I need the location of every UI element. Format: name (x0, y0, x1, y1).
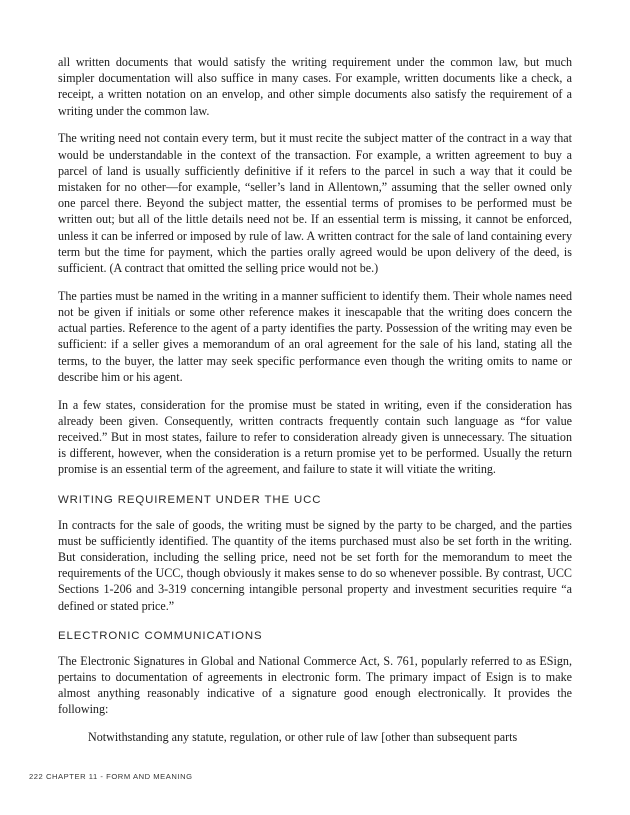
section-heading-ucc: WRITING REQUIREMENT UNDER THE UCC (58, 493, 322, 506)
body-paragraph: The parties must be named in the writing in a manner sufficient to identify them. Their whole names need not be given if initials or some other reference makes it inescapable that the writing does concern the actual parties. Reference to the agent of a party identifies the party. Possession of the writing may even be sufficient: if a seller gives a memorandum of an oral agreement for the sale of his land, stating all the terms, to the buyer, the latter may seek specific performance even though the writing omits to name or describe him or his agent. (58, 288, 572, 384)
page-body (58, 54, 572, 745)
body-paragraph: all written documents that would satisfy the writing requirement under the common law, but much simpler documentation will also suffice in many cases. For example, written documents like a check, a receipt, a written notation on an envelop, and other simple documents also satisfy the requirement of a writing under the common law. (58, 55, 572, 118)
block-quote: Notwithstanding any statute, regulation, or other rule of law [other than subsequent parts (88, 730, 518, 745)
section-heading-electronic: ELECTRONIC COMMUNICATIONS (58, 629, 263, 642)
body-paragraph: In contracts for the sale of goods, the writing must be signed by the party to be charged, and the parties must be sufficiently identified. The quantity of the items purchased must also be set forth in the writing. But consideration, including the selling price, need not be set forth for the memorandum to meet the requirements of the UCC, though obviously it makes sense to do so whenever possible. By contrast, UCC Sections 1-206 and 3-319 concerning intangible personal property and investment securities require “a defined or stated price.” (58, 517, 572, 613)
body-paragraph: The Electronic Signatures in Global and National Commerce Act, S. 761, popularly referred to as ESign, pertains to documentation of agreements in electronic form. The primary impact of Esign is to make almost anything reasonably indicative of a signature good enough electronically. It provides the following: (58, 653, 572, 717)
body-paragraph: In a few states, consideration for the promise must be stated in writing, even if the consideration has already been given. Consequently, written contracts frequently contain such language as “for value received.” But in most states, failure to refer to consideration already given is unnecessary. The situation is different, however, when the consideration is a return promise yet to be performed. Usually the return promise is an essential term of the agreement, and failure to state it will vitiate the writing. (58, 397, 572, 477)
page-footer: 222 CHAPTER 11 - FORM AND MEANING (29, 772, 193, 781)
body-paragraph: The writing need not contain every term, but it must recite the subject matter of the contract in a way that would be understandable in the context of the transaction. For example, a written agreement to buy a parcel of land is usually sufficiently definitive if it refers to the parcel in such a way that it could be mistaken for no other—for example, “seller’s land in Allentown,” assuming that the seller owned only one parcel there. Beyond the subject matter, the essential terms of promises to be performed must be written out; but all of the little details need not be. If an essential term is missing, it cannot be enforced, unless it can be inferred or imposed by rule of law. A written contract for the sale of land containing every term but the time for payment, which the parties orally agreed would be upon delivery of the deed, is sufficient. (A contract that omitted the selling price would not be.) (58, 131, 572, 276)
